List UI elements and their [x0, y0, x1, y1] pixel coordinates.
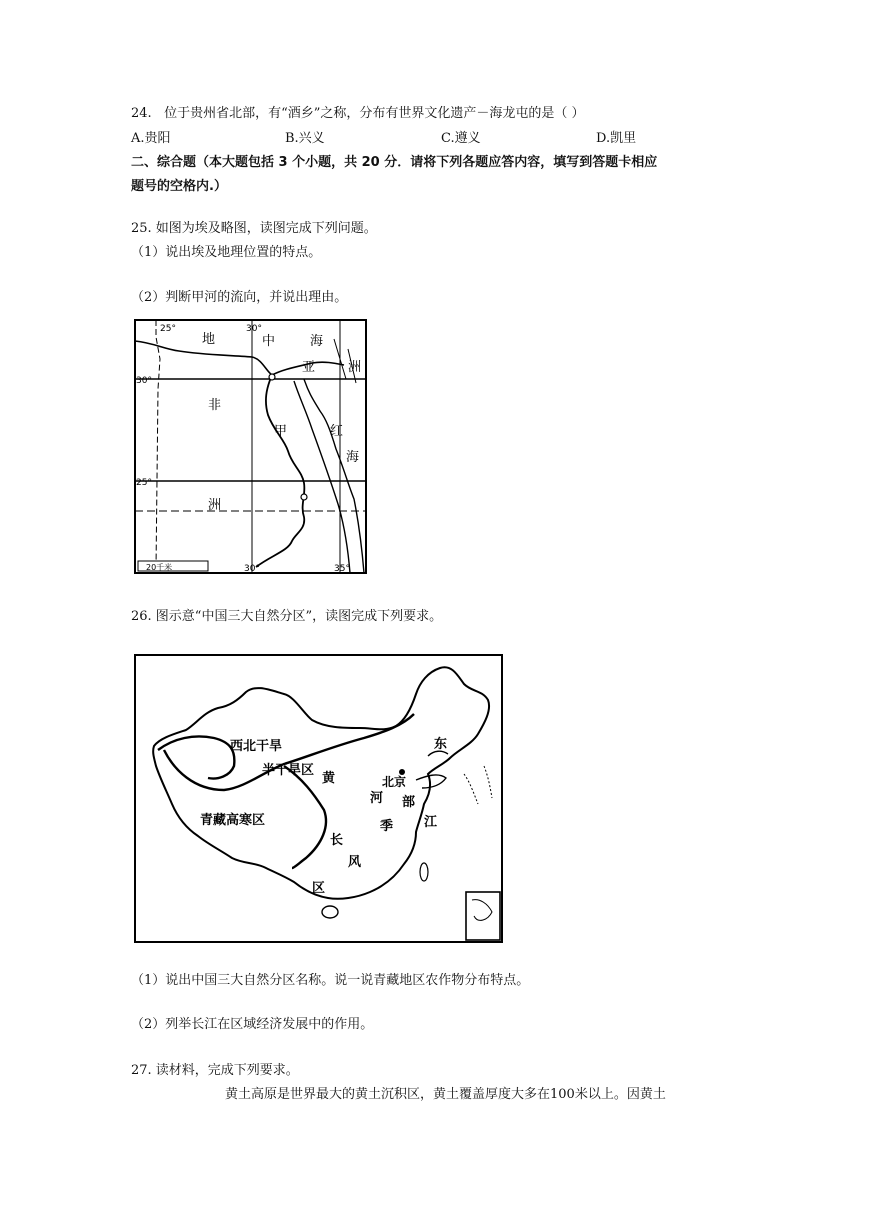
q25-stem: 25. 如图为埃及略图，读图完成下列问题。	[131, 221, 377, 236]
china-label-qingzang: 青藏高寒区	[200, 813, 266, 828]
tick-30-top: 30°	[246, 324, 262, 334]
china-label-he: 河	[370, 791, 384, 806]
q24-stem: 24. 位于贵州省北部，有“酒乡”之称，分布有世界文化遗产－海龙屯的是（ ）	[131, 106, 585, 121]
q27-paragraph: 黄土高原是世界最大的黄土沉积区，黄土覆盖厚度大多在100米以上。因黄土	[225, 1087, 666, 1102]
china-regions-map	[134, 654, 504, 944]
map-label-hai2: 海	[346, 450, 360, 465]
map-label-ya: 亚	[302, 360, 316, 375]
china-label-dong: 东	[434, 737, 448, 752]
china-label-banganhan: 半干旱区	[262, 763, 315, 778]
tick-30-left: 30°	[136, 376, 152, 386]
china-label-beijing: 北京	[382, 775, 407, 789]
china-label-jiang: 江	[424, 815, 438, 830]
map-label-di: 地	[202, 332, 216, 347]
china-label-bu: 部	[402, 795, 416, 810]
q26-sub1: （1）说出中国三大自然分区名称。说一说青藏地区农作物分布特点。	[131, 973, 530, 988]
q24-option-a: A.贵阳	[131, 131, 171, 146]
china-label-huang: 黄	[322, 771, 336, 786]
q26-sub2: （2）列举长江在区域经济发展中的作用。	[131, 1017, 374, 1032]
q25-sub2: （2）判断甲河的流向，并说出理由。	[131, 290, 348, 305]
egypt-map-scale: 20千米	[146, 563, 173, 572]
q24-option-d: D.凯里	[596, 131, 637, 146]
map-label-hai1: 海	[310, 334, 324, 349]
q24-option-b: B.兴义	[285, 131, 325, 146]
map-label-hong: 红	[330, 424, 344, 439]
tick-35-bottom: 35°	[334, 564, 350, 574]
china-label-chang: 长	[330, 833, 344, 848]
q25-sub1: （1）说出埃及地理位置的特点。	[131, 245, 322, 260]
q26-stem: 26. 图示意“中国三大自然分区”，读图完成下列要求。	[131, 609, 443, 624]
egypt-map	[134, 319, 367, 575]
china-label-feng: 风	[348, 855, 362, 870]
map-label-zhou1: 洲	[348, 360, 362, 375]
tick-25-left: 25°	[136, 478, 152, 488]
china-label-qu: 区	[312, 881, 326, 896]
map-label-jia: 甲	[274, 424, 288, 439]
china-label-xibei: 西北干旱	[230, 739, 283, 754]
map-label-zhong: 中	[262, 334, 276, 349]
section2-heading-line2: 题号的空格内.）	[131, 179, 227, 194]
china-label-ji: 季	[380, 819, 394, 834]
tick-25-top: 25°	[160, 324, 176, 334]
q27-stem: 27. 读材料，完成下列要求。	[131, 1063, 299, 1078]
section2-heading-line1: 二、综合题（本大题包括 3 个小题，共 20 分．请将下列各题应答内容，填写到答题卡相应	[131, 155, 658, 170]
q24-option-c: C.遵义	[441, 131, 481, 146]
map-label-fei: 非	[208, 398, 222, 413]
map-label-zhou2: 洲	[208, 498, 222, 513]
tick-30-bottom: 30°	[244, 564, 260, 574]
